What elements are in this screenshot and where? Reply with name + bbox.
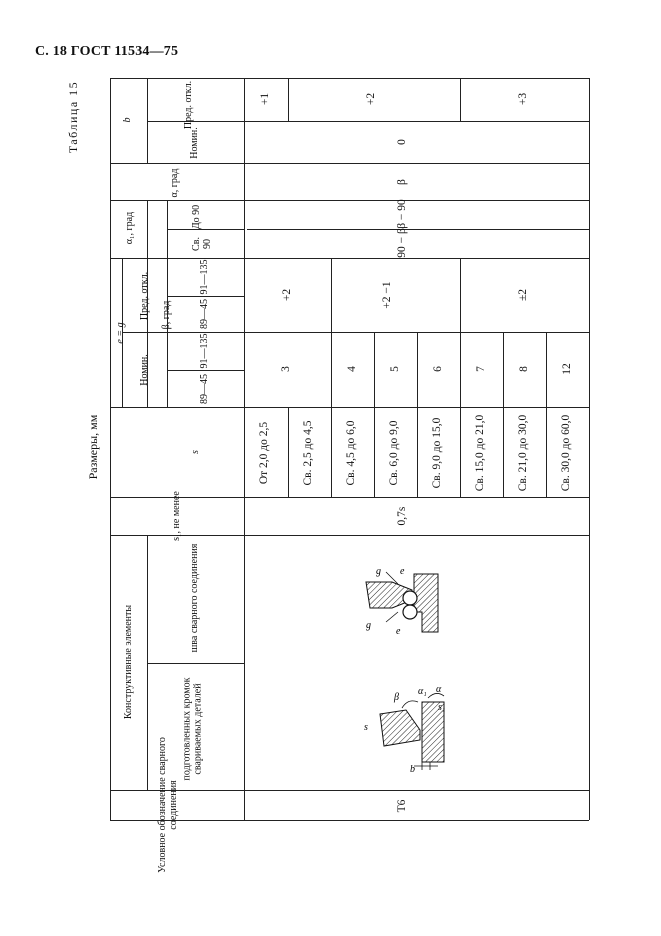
sketch-s1: s₁ (438, 702, 446, 713)
sketch-g-bottom: g (366, 620, 371, 631)
designation-value: Т6 (396, 799, 408, 813)
col-range2-top: 91—135 (199, 259, 210, 295)
eg-nominal-4: 6 (432, 366, 444, 372)
col-alpha: α, град (169, 168, 180, 198)
s-range-8: Св. 30,0 до 60,0 (560, 414, 572, 492)
sketch-e-bottom: e (396, 626, 401, 637)
eg-nominal-5: 7 (475, 366, 487, 372)
alpha-value: β (396, 179, 408, 185)
s1-value: 0,7s (396, 506, 408, 526)
s-range-5: Св. 9,0 до 15,0 (431, 417, 443, 489)
s-range-6: Св. 15,0 до 21,0 (474, 414, 486, 492)
col-beta-grad: β, град (161, 300, 172, 330)
s-range-3: Св. 4,5 до 6,0 (345, 420, 357, 486)
col-nominal: Номин. (139, 354, 150, 386)
s-range-1: От 2,0 до 2,5 (258, 421, 270, 485)
col-constructive: Конструктивные элементы (123, 604, 134, 720)
col-range1-bottom: 89—45 (199, 374, 210, 404)
eg-nominal-2: 4 (346, 366, 358, 372)
col-prepared-edges: подготовленных кромок свариваемых деталей (181, 677, 204, 781)
col-s1: s₁, не менее (171, 491, 182, 541)
sketch-alpha: α (436, 684, 442, 695)
s-range-4: Св. 6,0 до 9,0 (388, 420, 400, 486)
eg-nominal-3: 5 (389, 366, 401, 372)
eg-nominal-6: 8 (518, 366, 530, 372)
col-sv90: Св. 90 (191, 237, 213, 251)
table-label: Таблица 15 (66, 80, 80, 154)
eg-tol-3: ±2 (517, 288, 529, 302)
col-b: b (122, 117, 133, 123)
b-nominal-value: 0 (396, 139, 408, 145)
col-alpha1: α₁, град (124, 211, 135, 245)
col-range2-bottom: 91—135 (199, 333, 210, 369)
units-caption: Размеры, мм (86, 414, 100, 480)
sketch-beta: β (394, 692, 399, 703)
eg-tol-2: +2 −1 (381, 281, 393, 309)
col-b-nominal: Номин. (189, 127, 200, 159)
col-pred-otkl: Пред. откл. (139, 271, 150, 321)
col-designation: Условное обозначение сварного соединения (157, 737, 179, 873)
prepared-edges-sketch (360, 680, 450, 772)
s-range-7: Св. 21,0 до 30,0 (517, 414, 529, 492)
page-header: С. 18 ГОСТ 11534—75 (35, 44, 179, 59)
eg-nominal-1: 3 (280, 366, 292, 372)
sketch-g-top: g (376, 566, 381, 577)
col-range1-top: 89—45 (199, 299, 210, 329)
weld-seam-sketch (352, 560, 442, 640)
col-s: s (190, 450, 201, 454)
alpha1-sv90-value: 90 − β (396, 228, 408, 258)
b-tol-1: +1 (259, 92, 271, 106)
eg-tol-1: +2 (281, 288, 293, 302)
sketch-b: b (410, 764, 415, 772)
col-do90: До 90 (191, 204, 202, 230)
col-weld-seam: шва сварного соединения (189, 543, 200, 653)
s-range-2: Св. 2,5 до 4,5 (302, 420, 314, 486)
sketch-s: s (364, 722, 368, 733)
col-b-pred: Пред. откл. (183, 80, 194, 130)
col-eg: e = g (115, 322, 126, 344)
alpha1-do90-value: β − 90 (396, 199, 408, 229)
sketch-alpha1: α₁ (418, 686, 427, 697)
b-tol-3: +3 (517, 92, 529, 106)
b-tol-2: +2 (365, 92, 377, 106)
eg-nominal-7: 12 (561, 363, 573, 375)
sketch-e-top: e (400, 566, 405, 577)
